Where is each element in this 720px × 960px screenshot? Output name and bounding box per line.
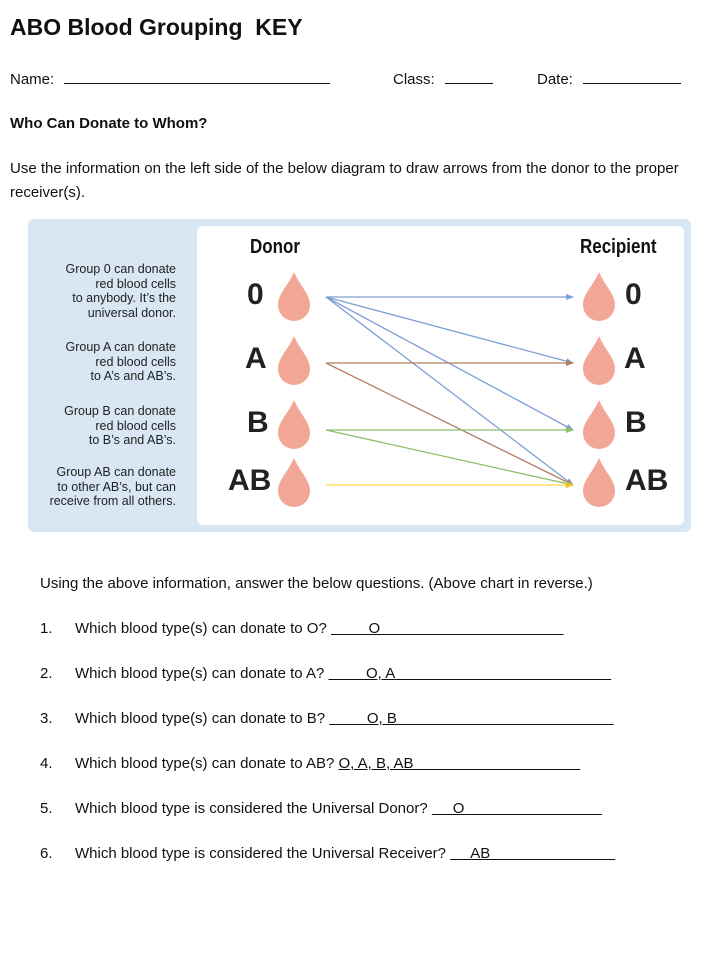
donor-group-b: B bbox=[247, 406, 269, 439]
donor-heading: Donor bbox=[250, 236, 301, 258]
page-title: ABO Blood Grouping KEY bbox=[10, 14, 303, 40]
donor-group-a: A bbox=[245, 342, 267, 375]
recipient-group-a: A bbox=[624, 342, 646, 375]
answer-5[interactable]: O bbox=[452, 800, 465, 817]
donation-arrows bbox=[326, 297, 573, 485]
date-label: Date: bbox=[537, 71, 573, 88]
questions-intro: Using the above information, answer the below questions. (Above chart in reverse.) bbox=[40, 575, 593, 592]
recipient-heading: Recipient bbox=[580, 236, 657, 258]
question-3: 3. Which blood type(s) can donate to B? O, B bbox=[40, 710, 614, 727]
answer-2[interactable]: O, A bbox=[366, 665, 395, 682]
class-label: Class: bbox=[393, 71, 435, 88]
recipient-drops bbox=[583, 272, 615, 507]
drop-icon bbox=[583, 272, 615, 321]
arrow-o-to-a bbox=[326, 297, 573, 363]
recipient-group-0: 0 bbox=[625, 278, 642, 311]
recipient-group-ab: AB bbox=[625, 464, 669, 497]
question-4: 4. Which blood type(s) can donate to AB? O, A, B, AB bbox=[40, 755, 580, 772]
question-6: 6. Which blood type is considered the Universal Receiver? AB bbox=[40, 845, 615, 862]
drop-icon bbox=[278, 458, 310, 507]
instructions: Use the information on the left side of the below diagram to draw arrows from the donor to the proper receiver(s). bbox=[10, 160, 679, 201]
answer-4[interactable]: O, A, B, AB bbox=[338, 755, 414, 772]
section-heading: Who Can Donate to Whom? bbox=[10, 115, 208, 132]
answer-1[interactable]: O bbox=[368, 620, 381, 637]
drop-icon bbox=[583, 400, 615, 449]
drop-icon bbox=[583, 458, 615, 507]
question-1: 1. Which blood type(s) can donate to O? O bbox=[40, 620, 564, 637]
desc-group-b: Group B can donate red blood cells to B’s and AB’s. bbox=[64, 404, 176, 447]
answer-3[interactable]: O, B bbox=[366, 710, 397, 727]
question-5: 5. Which blood type is considered the Universal Donor? O bbox=[40, 800, 602, 817]
desc-group-a: Group A can donate red blood cells to A’s and AB’s. bbox=[65, 340, 176, 383]
arrow-o-to-ab bbox=[326, 297, 573, 485]
recipient-group-b: B bbox=[625, 406, 647, 439]
arrow-a-to-ab bbox=[326, 363, 573, 485]
name-label: Name: bbox=[10, 71, 55, 88]
drop-icon bbox=[278, 272, 310, 321]
drop-icon bbox=[278, 400, 310, 449]
question-2: 2. Which blood type(s) can donate to A? O, A bbox=[40, 665, 611, 682]
donor-group-ab: AB bbox=[228, 464, 272, 497]
drop-icon bbox=[278, 336, 310, 385]
desc-group-0: Group 0 can donate red blood cells to anybody. It’s the universal donor. bbox=[65, 262, 176, 320]
donor-drops bbox=[278, 272, 310, 507]
desc-group-ab: Group AB can donate to other AB’s, but can receive from all others. bbox=[49, 465, 176, 508]
donor-group-0: 0 bbox=[247, 278, 264, 311]
drop-icon bbox=[583, 336, 615, 385]
answer-6[interactable]: AB bbox=[470, 845, 491, 862]
